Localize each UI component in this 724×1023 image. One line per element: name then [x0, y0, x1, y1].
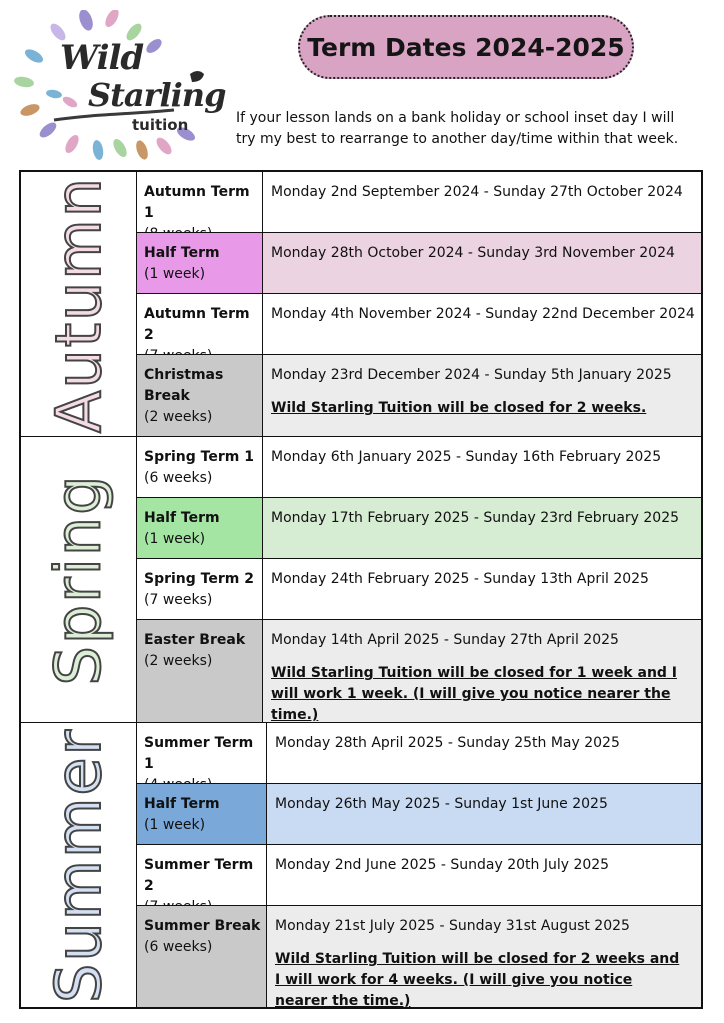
term-dates-cell [267, 845, 701, 905]
term-dates: Monday 28th October 2024 - Sunday 3rd November 2024 [271, 245, 675, 261]
table-row [137, 233, 701, 294]
term-dates-cell [263, 559, 701, 619]
term-name-cell [137, 172, 263, 232]
term-name-cell [137, 294, 263, 354]
term-name-cell [137, 723, 267, 783]
closure-note: Wild Starling Tuition will be closed for 1 week and I will work 1 week. (I will give you notice nearer the time.) [271, 665, 678, 723]
term-weeks: (1 week) [144, 531, 206, 547]
term-name-cell [137, 559, 263, 619]
term-name: Summer Term 2 [144, 857, 254, 894]
term-dates: Monday 2nd September 2024 - Sunday 27th October 2024 [271, 184, 683, 200]
wild-starling-logo [14, 10, 226, 160]
term-dates: Monday 28th April 2025 - Sunday 25th May 2025 [275, 735, 620, 751]
term-name: Half Term [144, 245, 220, 261]
table-row [137, 294, 701, 355]
table-row [137, 498, 701, 559]
table-row [137, 620, 701, 723]
term-name-cell [137, 437, 263, 497]
term-name-cell [137, 355, 263, 436]
term-dates-cell [263, 620, 701, 722]
closure-note: Wild Starling Tuition will be closed for 2 weeks and I will work for 4 weeks. (I will give you notice nearer the time.) [275, 951, 680, 1009]
term-name: Half Term [144, 510, 220, 526]
season-spring [21, 437, 137, 723]
term-name: Autumn Term 1 [144, 184, 250, 221]
term-weeks: (6 weeks) [144, 939, 213, 955]
term-dates-cell [267, 723, 701, 783]
term-name: Summer Break [144, 918, 261, 934]
logo-word-wild: Wild [60, 38, 144, 78]
term-dates-cell [263, 355, 701, 436]
term-weeks: (1 week) [144, 817, 206, 833]
term-dates-cell [267, 784, 701, 844]
term-name: Christmas Break [144, 367, 224, 404]
term-dates-cell [263, 498, 701, 558]
term-name-cell [137, 784, 267, 844]
term-name: Half Term [144, 796, 220, 812]
term-dates: Monday 14th April 2025 - Sunday 27th April 2025 [271, 632, 619, 648]
table-row [137, 723, 701, 784]
season-label: Spring [42, 473, 116, 686]
term-dates: Monday 6th January 2025 - Sunday 16th February 2025 [271, 449, 662, 465]
term-name: Spring Term 2 [144, 571, 254, 587]
term-name-cell [137, 498, 263, 558]
term-dates: Monday 26th May 2025 - Sunday 1st June 2025 [275, 796, 608, 812]
table-row [137, 559, 701, 620]
season-label: Summer [42, 727, 116, 1003]
table-row [137, 906, 701, 1007]
logo-word-tuition: tuition [132, 116, 189, 134]
table-row [137, 437, 701, 498]
term-name-cell [137, 845, 267, 905]
intro-text: If your lesson lands on a bank holiday or school inset day I will try my best to rearrange to another day/time within that week. [236, 110, 679, 147]
term-dates: Monday 24th February 2025 - Sunday 13th April 2025 [271, 571, 649, 587]
term-dates: Monday 2nd June 2025 - Sunday 20th July 2025 [275, 857, 610, 873]
term-dates-cell [263, 172, 701, 232]
term-weeks: (6 weeks) [144, 470, 213, 486]
term-name-cell [137, 906, 267, 1007]
term-weeks: (1 week) [144, 266, 206, 282]
term-weeks: (2 weeks) [144, 409, 213, 425]
term-name-cell [137, 233, 263, 293]
term-dates: Monday 23rd December 2024 - Sunday 5th January 2025 [271, 367, 672, 383]
term-name: Easter Break [144, 632, 246, 648]
term-weeks: (2 weeks) [144, 653, 213, 669]
season-summer [21, 723, 137, 1007]
logo-word-starling: Starling [88, 76, 226, 114]
term-dates: Monday 17th February 2025 - Sunday 23rd February 2025 [271, 510, 680, 526]
season-autumn [21, 172, 137, 437]
closure-note: Wild Starling Tuition will be closed for 2 weeks. [271, 400, 647, 416]
table-row [137, 355, 701, 437]
term-weeks: (7 weeks) [144, 592, 213, 608]
term-dates-table [19, 170, 703, 1009]
season-label: Autumn [42, 175, 116, 433]
term-name: Autumn Term 2 [144, 306, 250, 343]
term-name: Spring Term 1 [144, 449, 254, 465]
term-dates: Monday 21st July 2025 - Sunday 31st August 2025 [275, 918, 630, 934]
term-dates-cell [267, 906, 701, 1007]
term-dates-cell [263, 294, 701, 354]
table-row [137, 784, 701, 845]
term-dates: Monday 4th November 2024 - Sunday 22nd December 2024 [271, 306, 695, 322]
term-name: Summer Term 1 [144, 735, 254, 772]
term-dates-cell [263, 437, 701, 497]
term-dates-cell [263, 233, 701, 293]
page-title: Term Dates 2024-2025 [298, 15, 634, 79]
table-row [137, 172, 701, 233]
term-name-cell [137, 620, 263, 722]
table-row [137, 845, 701, 906]
